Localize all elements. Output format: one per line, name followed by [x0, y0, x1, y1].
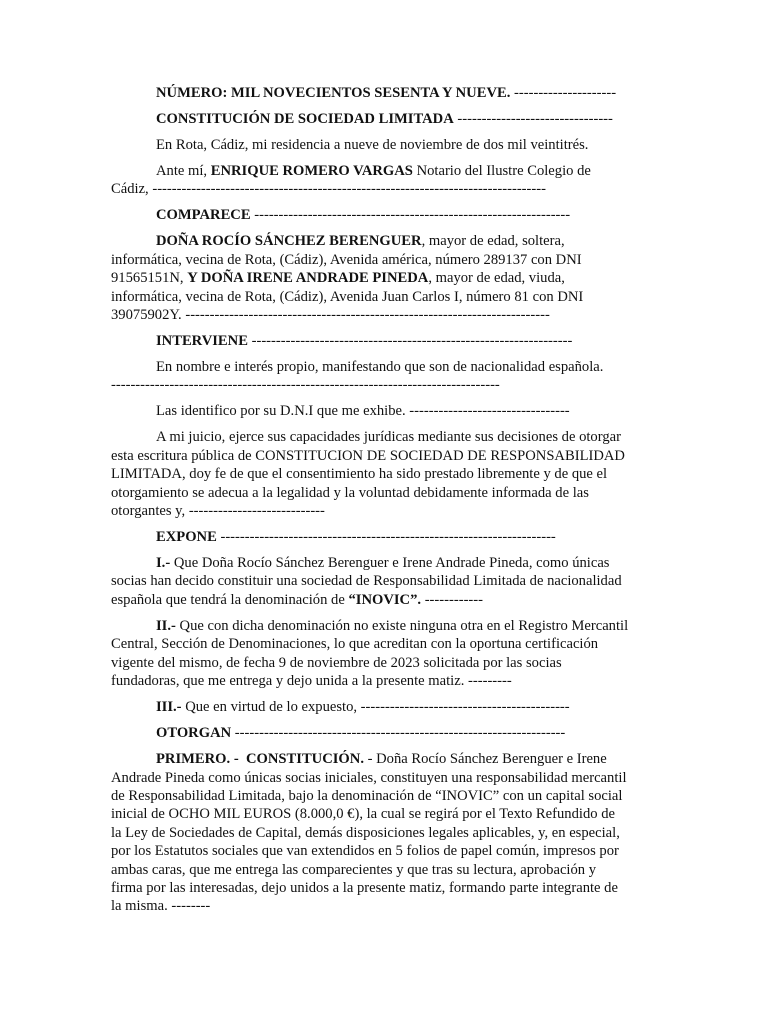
text-run: --------------------------------------------------------------------------------	[111, 377, 500, 394]
bold-text-run: CONSTITUCIÓN DE SOCIEDAD LIMITADA	[156, 111, 454, 127]
text-run: 91565151N,	[111, 270, 188, 287]
paragraph-comparecientes	[111, 232, 656, 324]
text-run: , mayor de edad, viuda,	[428, 270, 565, 287]
text-line	[156, 429, 621, 445]
text-line	[111, 673, 512, 689]
paragraph-otorgan	[111, 724, 656, 742]
text-line	[111, 377, 500, 393]
text-line	[111, 485, 589, 501]
text-line	[111, 573, 622, 589]
text-line	[111, 592, 483, 608]
text-line	[156, 233, 565, 249]
text-line	[156, 403, 570, 419]
text-run: fundadoras, que me entrega y dejo unida a la presente matiz. ---------	[111, 673, 512, 690]
text-line	[111, 862, 596, 878]
bold-text-run: II.-	[156, 617, 176, 634]
text-run: otorgamiento se adecua a la legalidad y la voluntad debidamente informada de las	[111, 484, 589, 501]
text-run: de Responsabilidad Limitada, bajo la denominación de “INOVIC” con un capital social	[111, 787, 623, 804]
bold-text-run: COMPARECE	[156, 207, 251, 224]
bold-text-run: ENRIQUE ROMERO VARGAS	[210, 163, 413, 179]
text-run: Que con dicha denominación no existe ninguna otra en el Registro Mercantil	[175, 617, 629, 634]
text-run: En nombre e interés propio, manifestando que son de nacionalidad española.	[156, 359, 604, 376]
text-line	[156, 207, 570, 223]
text-run: inicial de OCHO MIL EUROS (8.000,0 €), la cual se regirá por el Texto Refundido de	[111, 806, 615, 823]
text-line	[111, 898, 210, 914]
paragraph-expone	[111, 528, 656, 546]
text-run: -----------------------------------------------------------------	[250, 207, 571, 224]
text-line	[111, 448, 625, 464]
text-run: la Ley de Sociedades de Capital, demás disposiciones legales aplicables, y, en especial,	[111, 824, 620, 841]
text-line	[111, 655, 562, 671]
text-line	[111, 181, 546, 197]
text-run: 39075902Y. ---------------------------------------------------------------------------	[111, 307, 550, 324]
text-line	[111, 636, 598, 652]
text-line	[111, 307, 550, 323]
bold-text-run: PRIMERO. - CONSTITUCIÓN.	[156, 751, 364, 768]
paragraph-identificacion	[111, 402, 656, 420]
paragraph-interviene	[111, 332, 656, 350]
text-line	[111, 503, 325, 519]
bold-text-run: “INOVIC”.	[348, 591, 422, 608]
text-line	[156, 333, 572, 349]
text-line	[156, 699, 570, 715]
paragraph-lugar-fecha	[111, 136, 656, 154]
text-line	[111, 843, 619, 859]
text-line	[156, 111, 613, 127]
text-run: esta escritura pública de CONSTITUCION DE SOCIEDAD DE RESPONSABILIDAD	[111, 447, 625, 464]
paragraph-expone-1	[111, 554, 656, 609]
text-run: Las identifico por su D.N.I que me exhibe. ---------------------------------	[156, 403, 570, 420]
text-line	[156, 163, 591, 179]
text-run: Que Doña Rocío Sánchez Berenguer e Irene Andrade Pineda, como únicas	[170, 555, 610, 572]
text-line	[156, 751, 607, 767]
text-run: informática, vecina de Rota, (Cádiz), Avenida Juan Carlos I, número 81 con DNI	[111, 288, 584, 305]
bold-text-run: OTORGAN	[156, 725, 232, 742]
text-run: vigente del mismo, de fecha 9 de noviembre de 2023 solicitada por las socias	[111, 654, 562, 671]
document-page	[111, 84, 656, 923]
paragraph-comparece	[111, 206, 656, 224]
text-line	[111, 289, 583, 305]
text-run: socias han decido constituir una sociedad de Responsabilidad Limitada de nacionalidad	[111, 573, 622, 590]
text-run: --------------------------------	[453, 111, 613, 127]
paragraph-expone-3	[111, 698, 656, 716]
text-run: firma por las interesadas, dejo unidos a la presente matiz, formando parte integrante de	[111, 879, 618, 896]
text-run: Andrade Pineda como únicas socias iniciales, constituyen una responsabilidad mercantil	[111, 769, 627, 786]
text-run: , mayor de edad, soltera,	[421, 233, 565, 250]
text-run: Cádiz, ---------------------------------------------------------------------------------	[111, 181, 546, 198]
text-run: --------------------------------------------------------------------	[231, 725, 566, 742]
text-line	[156, 529, 556, 545]
text-run: ---------------------	[510, 85, 617, 101]
text-line	[156, 359, 603, 375]
text-run: ------------	[421, 591, 484, 608]
text-line	[111, 825, 620, 841]
paragraph-capacidad	[111, 428, 656, 520]
text-line	[156, 725, 565, 741]
paragraph-numero	[111, 84, 656, 102]
text-line	[111, 466, 607, 482]
text-run: la misma. --------	[111, 898, 211, 915]
text-line	[111, 252, 582, 268]
bold-text-run: I.-	[156, 555, 171, 572]
text-line	[156, 618, 628, 634]
paragraph-notario	[111, 162, 656, 199]
text-line	[156, 137, 588, 153]
text-line	[156, 85, 616, 101]
text-run: ---------------------------------------------------------------------	[216, 529, 556, 546]
text-line	[111, 270, 565, 286]
bold-text-run: NÚMERO: MIL NOVECIENTOS SESENTA Y NUEVE.	[156, 85, 511, 101]
text-run: española que tendrá la denominación de	[111, 591, 349, 608]
text-run: otorgantes y, ----------------------------	[111, 503, 325, 520]
bold-text-run: EXPONE	[156, 529, 217, 546]
bold-text-run: Y DOÑA IRENE ANDRADE PINEDA	[187, 270, 429, 287]
text-run: Notario del Ilustre Colegio de	[412, 163, 591, 179]
paragraph-titulo	[111, 110, 656, 128]
bold-text-run: INTERVIENE	[156, 333, 248, 350]
text-line	[111, 806, 615, 822]
bold-text-run: III.-	[156, 699, 182, 716]
text-run: Que en virtud de lo expuesto, -------------------------------------------	[181, 699, 570, 716]
text-line	[111, 788, 622, 804]
text-run: A mi juicio, ejerce sus capacidades jurídicas mediante sus decisiones de otorgar	[156, 429, 621, 446]
text-run: ambas caras, que me entrega las comparecientes y que tras su lectura, aprobación y	[111, 861, 597, 878]
text-run: LIMITADA, doy fe de que el consentimiento ha sido prestado libremente y de que el	[111, 466, 608, 483]
paragraph-expone-2	[111, 617, 656, 691]
text-line	[156, 555, 609, 571]
text-line	[111, 770, 627, 786]
text-run: Ante mí,	[156, 163, 211, 179]
text-run: ------------------------------------------------------------------	[247, 333, 573, 350]
document-body	[111, 84, 656, 916]
paragraph-primero	[111, 750, 656, 916]
text-run: informática, vecina de Rota, (Cádiz), Avenida américa, número 289137 con DNI	[111, 251, 582, 268]
paragraph-interes-propio	[111, 358, 656, 395]
text-run: - Doña Rocío Sánchez Berenguer e Irene	[363, 751, 607, 768]
text-run: En Rota, Cádiz, mi residencia a nueve de noviembre de dos mil veintitrés.	[156, 137, 589, 153]
bold-text-run: DOÑA ROCÍO SÁNCHEZ BERENGUER	[156, 233, 422, 250]
text-line	[111, 880, 618, 896]
text-run: Central, Sección de Denominaciones, lo que acreditan con la oportuna certificación	[111, 636, 599, 653]
text-run: por los Estatutos sociales que van extendidos en 5 folios de papel común, impresos por	[111, 843, 619, 860]
